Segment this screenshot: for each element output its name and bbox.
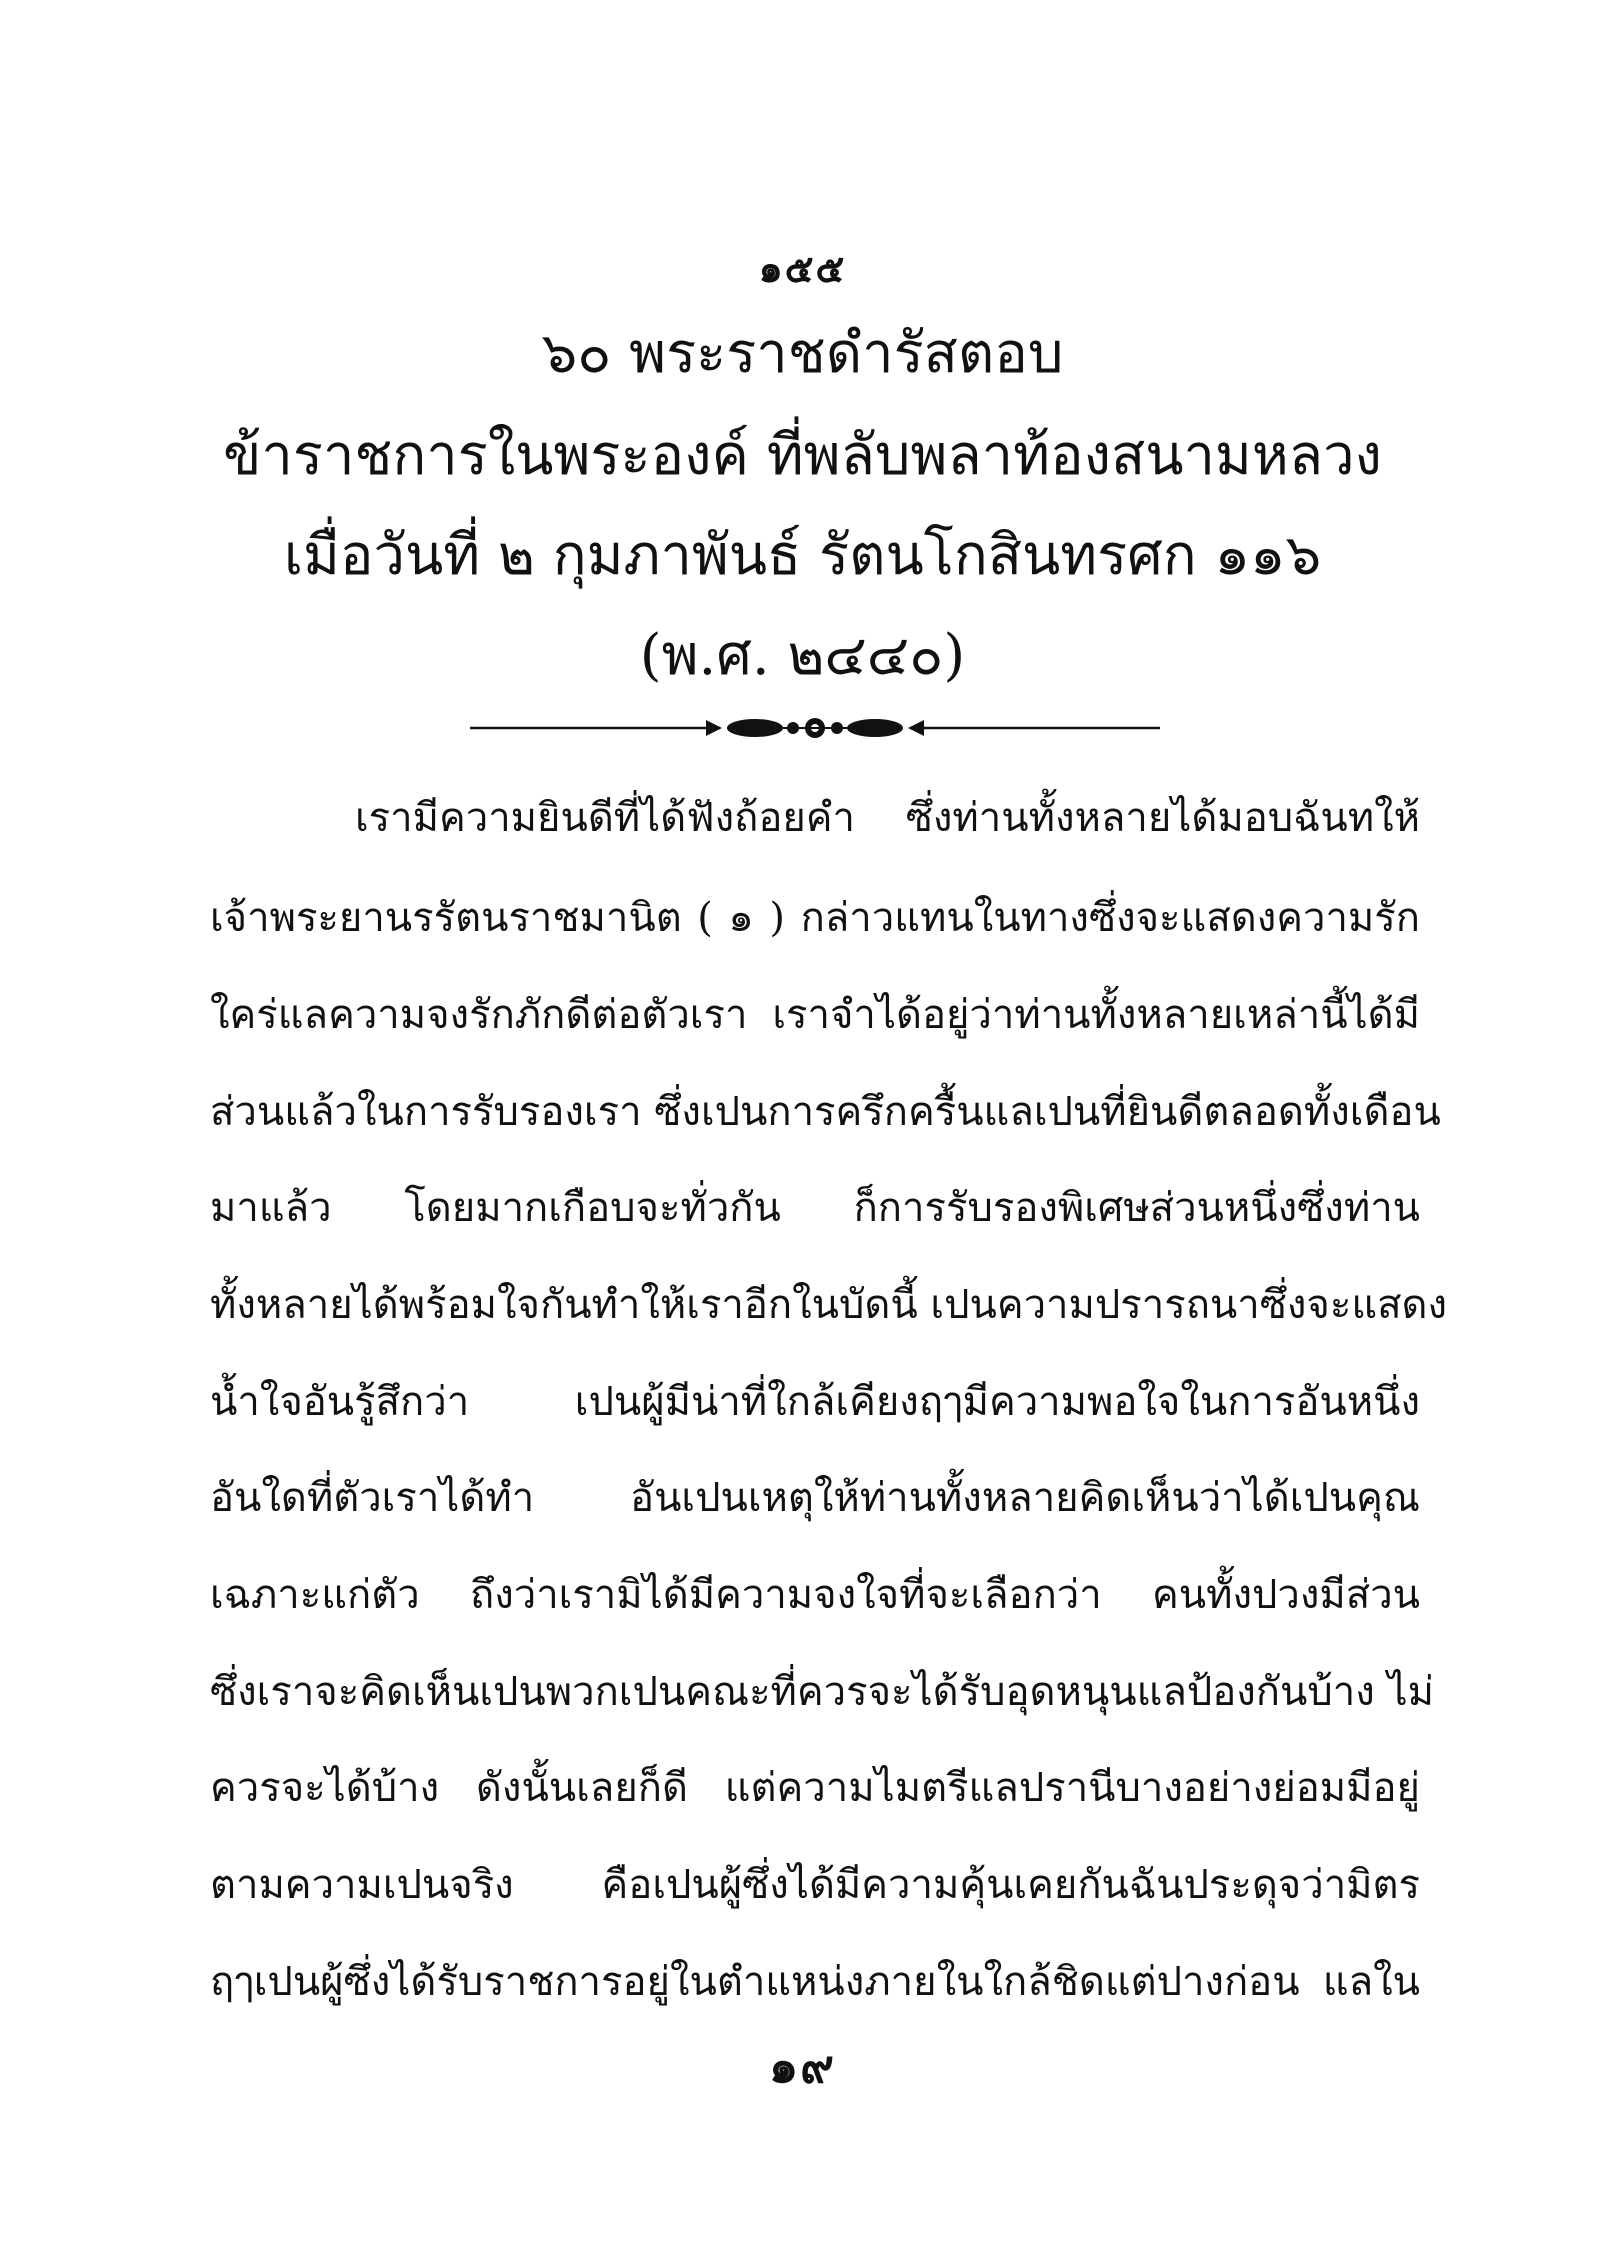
body-line-2: เจ้าพระยานรรัตนราชมานิต ( ๑ ) กล่าวแทนในทางซึ่งจะแสดงความรัก xyxy=(210,895,1420,941)
body-line-7: น้ำใจอันรู้สึกว่า เปนผู้มีน่าที่ใกล้เคียงฤๅมีความพอใจในการอันหนึ่ง xyxy=(210,1379,1420,1425)
body-line-9: เฉภาะแก่ตัว ถึงว่าเรามิได้มีความจงใจที่จะเลือกว่า คนทั้งปวงมีส่วน xyxy=(210,1572,1420,1618)
body-line-6: ทั้งหลายได้พร้อมใจกันทำให้เราอีกในบัดนี้ เปนความปรารถนาซึ่งจะแสดง xyxy=(210,1282,1448,1328)
divider-ornament xyxy=(470,708,1160,748)
bottom-page-number: ๑๙ xyxy=(769,2039,836,2093)
body-line-8: อันใดที่ตัวเราได้ทำ อันเปนเหตุให้ท่านทั้งหลายคิดเห็นว่าได้เปนคุณ xyxy=(210,1475,1420,1521)
body-line-13: ฤๅเปนผู้ซึ่งได้รับราชการอยู่ในตำแหน่งภายในใกล้ชิดแต่ปางก่อน แลใน xyxy=(210,1959,1420,2005)
title-line-2: ข้าราชการในพระองค์ ที่พลับพลาท้องสนามหลวง xyxy=(223,423,1382,488)
title-line-3: เมื่อวันที่ ๒ กุมภาพันธ์ รัตนโกสินทรศก ๑๑๖ xyxy=(283,523,1322,588)
body-line-10: ซึ่งเราจะคิดเห็นเปนพวกเปนคณะที่ควรจะได้รับอุดหนุนแลป้องกันบ้าง ไม่ xyxy=(210,1669,1434,1715)
body-line-12: ตามความเปนจริง คือเปนผู้ซึ่งได้มีความคุ้นเคยกันฉันประดุจว่ามิตร xyxy=(210,1862,1420,1908)
body-line-5: มาแล้ว โดยมากเกือบจะทั่วกัน ก็การรับรองพิเศษส่วนหนึ่งซึ่งท่าน xyxy=(210,1185,1420,1231)
body-line-1: เรามีความยินดีที่ได้ฟังถ้อยคำ ซึ่งท่านทั้งหลายได้มอบฉันทให้ xyxy=(355,795,1420,841)
body-line-3: ใคร่แลความจงรักภักดีต่อตัวเรา เราจำได้อยู่ว่าท่านทั้งหลายเหล่านี้ได้มี xyxy=(210,992,1420,1038)
top-page-number: ๑๕๕ xyxy=(758,246,847,291)
title-line-1: ๖๐ พระราชดำรัสตอบ xyxy=(541,321,1064,386)
body-line-4: ส่วนแล้วในการรับรองเรา ซึ่งเปนการครึกครื้นแลเปนที่ยินดีตลอดทั้งเดือน xyxy=(210,1089,1441,1135)
body-line-11: ควรจะได้บ้าง ดังนั้นเลยก็ดี แต่ความไมตรีแลปรานีบางอย่างย่อมมีอยู่ xyxy=(210,1765,1420,1811)
title-line-4: (พ.ศ. ๒๔๔๐) xyxy=(639,623,966,688)
